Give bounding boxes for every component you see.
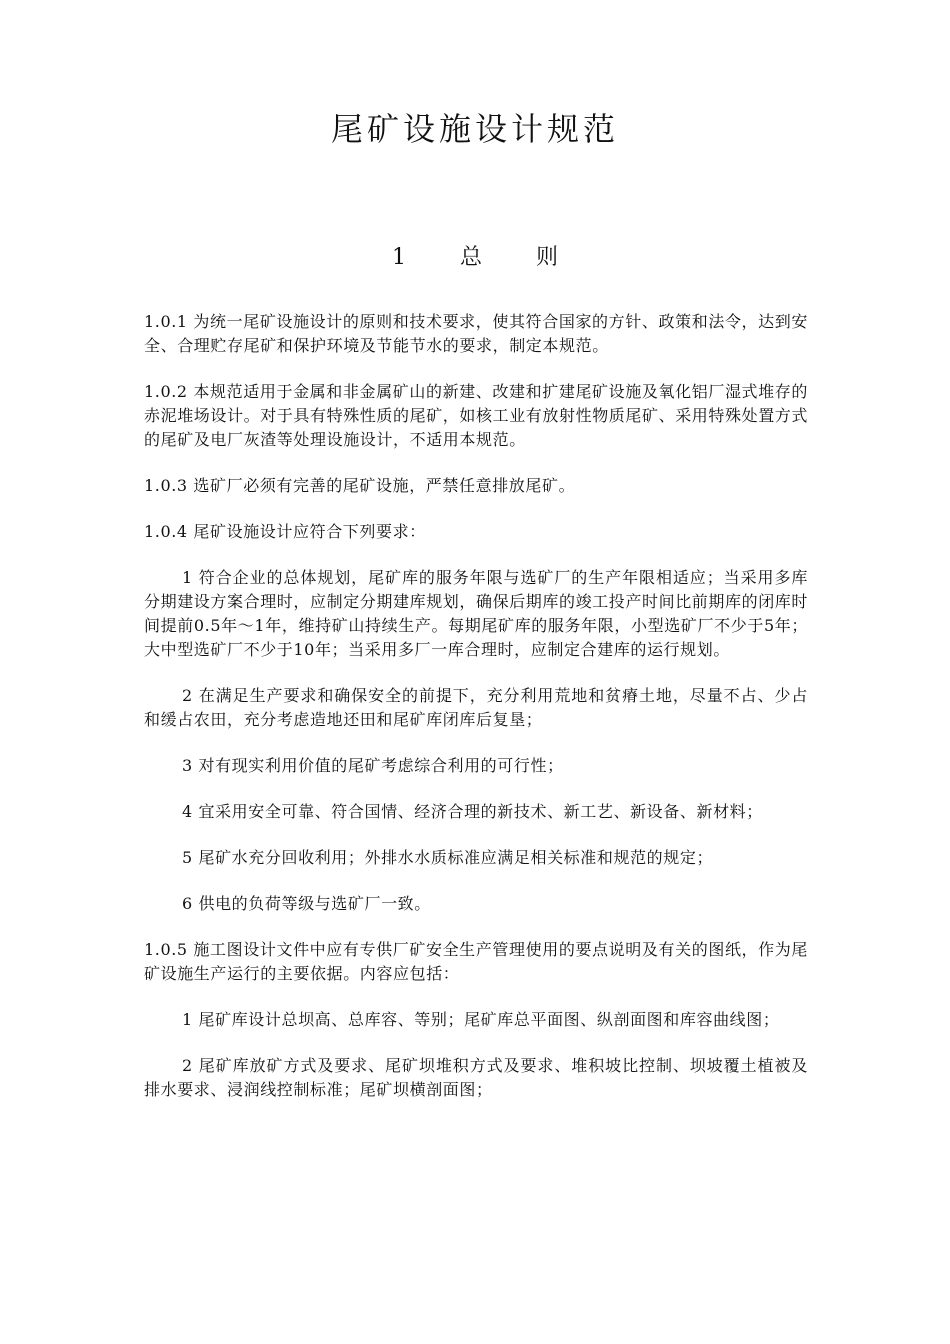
chapter-title-word-2: 则 (536, 245, 559, 270)
clause-1-0-4-item-5: 5 尾矿水充分回收利用；外排水水质标准应满足相关标准和规范的规定； (182, 848, 714, 867)
clause-1-0-4-item-6: 6 供电的负荷等级与选矿厂一致。 (182, 894, 431, 913)
clause-1-0-5-item-1: 1 尾矿库设计总坝高、总库容、等别；尾矿库总平面图、纵剖面图和库容曲线图； (182, 1010, 780, 1029)
clause-1-0-3: 1.0.3 选矿厂必须有完善的尾矿设施，严禁任意排放尾矿。 (144, 476, 576, 495)
document-body (144, 310, 808, 1124)
document-title: 尾矿设施设计规范 (330, 110, 619, 148)
chapter-number: 1 (391, 245, 406, 270)
clause-1-0-2: 1.0.2 本规范适用于金属和非金属矿山的新建、改建和扩建尾矿设施及氧化铝厂湿式堆存的赤泥堆场设计。对于具有特殊性质的尾矿，如核工业有放射性物质尾矿、采用特殊处置方式的尾矿及电厂灰渣等处理设施设计，不适用本规范。 (144, 382, 809, 449)
clause-1-0-4-item-3: 3 对有现实利用价值的尾矿考虑综合利用的可行性； (182, 756, 564, 775)
clause-1-0-5: 1.0.5 施工图设计文件中应有专供厂矿安全生产管理使用的要点说明及有关的图纸，作为尾矿设施生产运行的主要依据。内容应包括： (144, 940, 808, 983)
chapter-heading (0, 240, 950, 271)
clause-1-0-4-item-4: 4 宜采用安全可靠、符合国情、经济合理的新技术、新工艺、新设备、新材料； (182, 802, 763, 821)
chapter-title-word-1: 总 (459, 245, 482, 270)
clause-1-0-1: 1.0.1 为统一尾矿设施设计的原则和技术要求，使其符合国家的方针、政策和法令，达到安全、合理贮存尾矿和保护环境及节能节水的要求，制定本规范。 (144, 312, 808, 355)
clause-1-0-5-item-2: 2 尾矿库放矿方式及要求、尾矿坝堆积方式及要求、堆积坡比控制、坝坡覆土植被及排水要求、浸润线控制标准；尾矿坝横剖面图； (144, 1056, 808, 1099)
clause-1-0-4: 1.0.4 尾矿设施设计应符合下列要求： (144, 522, 426, 541)
clause-1-0-4-item-2: 2 在满足生产要求和确保安全的前提下，充分利用荒地和贫瘠土地，尽量不占、少占和缓占农田，充分考虑造地还田和尾矿库闭库后复垦； (144, 686, 808, 729)
clause-1-0-4-item-1: 1 符合企业的总体规划，尾矿库的服务年限与选矿厂的生产年限相适应；当采用多库分期建设方案合理时，应制定分期建库规划，确保后期库的竣工投产时间比前期库的闭库时间提前0.5年～1年，维持矿山持续生产。每期尾矿库的服务年限，小型选矿厂不少于5年；大中型选矿厂不少于10年；当采用多厂一库合理时，应制定合建库的运行规划。 (144, 568, 809, 659)
